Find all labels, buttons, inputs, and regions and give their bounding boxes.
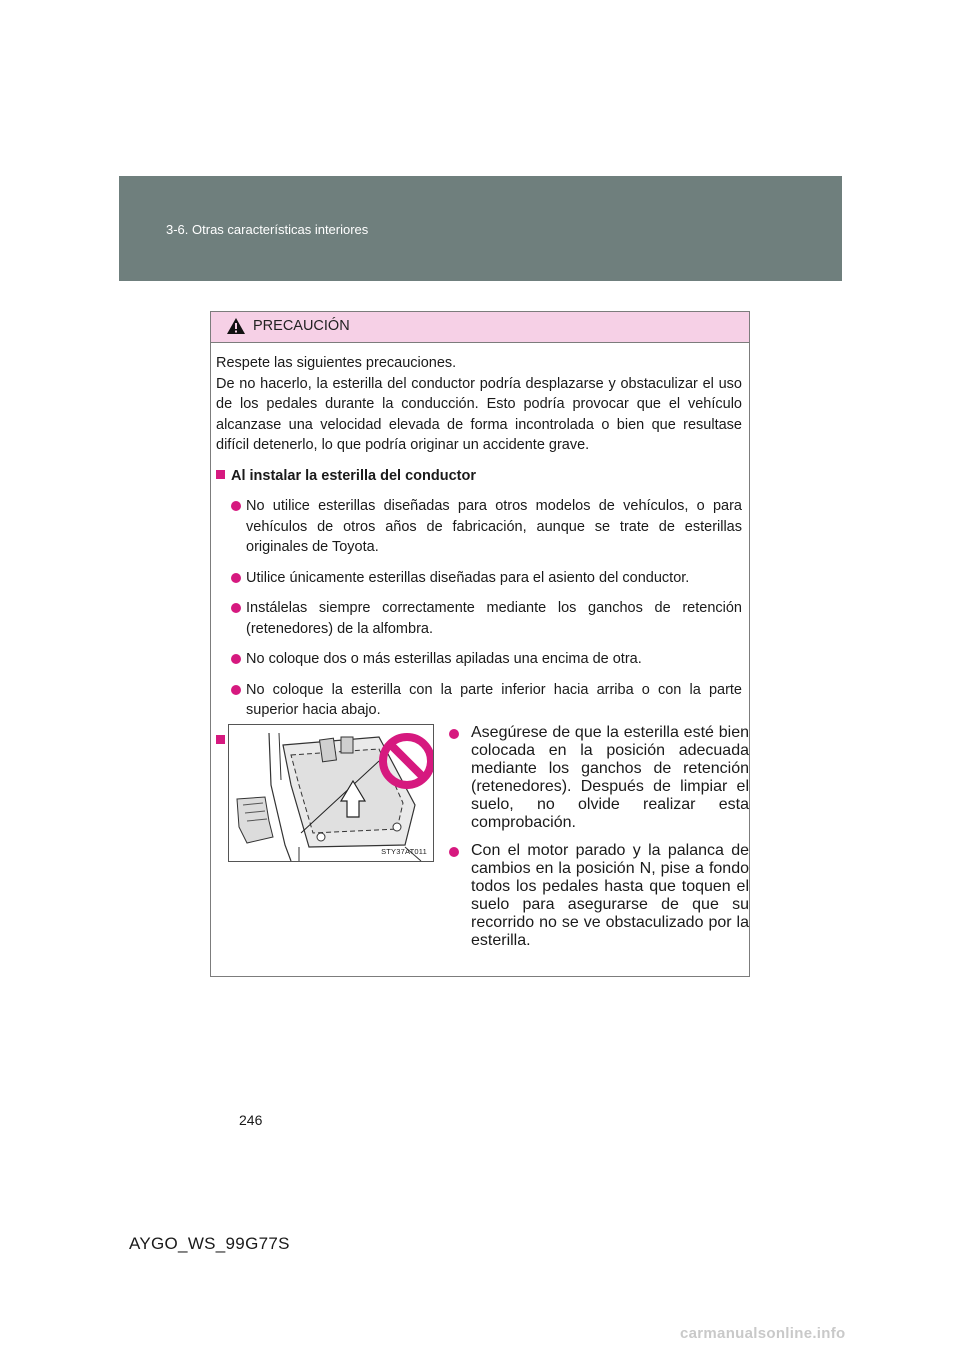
bullet-dot-icon (231, 573, 241, 583)
page-number: 246 (239, 1112, 263, 1128)
warning-icon (227, 318, 245, 334)
section-heading-install (216, 466, 742, 487)
caution-box (210, 311, 750, 977)
floor-mat-drawing (229, 725, 433, 861)
bullet-dot-icon (449, 729, 459, 739)
list-item (216, 598, 742, 639)
heading-text: Al instalar la esterilla del conductor (231, 467, 476, 484)
list-item (216, 496, 742, 558)
list-item (216, 680, 742, 721)
before-driving-list (441, 724, 749, 960)
list-item (216, 568, 742, 589)
list-item-text: Con el motor parado y la palanca de cambios en la posición N, pise a fondo todos los pedales hasta que toquen el suelo para asegurarse de que su recorrido no se ve obstaculizado por la esterilla. (471, 842, 749, 949)
caution-content (216, 353, 742, 751)
bullet-dot-icon (231, 501, 241, 511)
list-item-text: No coloque la esterilla con la parte inferior hacia arriba o con la parte superior hacia abajo. (246, 681, 742, 718)
caution-header (211, 312, 749, 343)
square-bullet-icon (216, 735, 225, 744)
list-item-text: No utilice esterillas diseñadas para otros modelos de vehículos, o para vehículos de otros años de fabricación, aunque se trate de esterillas originales de Toyota. (246, 498, 742, 555)
list-item-text: Asegúrese de que la esterilla esté bien colocada en la posición adecuada mediante los ganchos de retención (retenedores). Después de limpiar el suelo, no olvide realizar esta comprobación. (471, 724, 749, 831)
intro-line-1: Respete las siguientes precauciones. (216, 355, 457, 371)
bullet-dot-icon (449, 847, 459, 857)
list-item-text: No coloque dos o más esterillas apiladas una encima de otra. (246, 651, 642, 667)
caution-label: PRECAUCIÓN (253, 318, 350, 334)
section-title: 3-6. Otras características interiores (166, 222, 369, 237)
list-item (441, 724, 749, 832)
floor-mat-illustration (228, 724, 434, 862)
list-item (216, 649, 742, 670)
square-bullet-icon (216, 470, 225, 479)
watermark: carmanualsonline.info (680, 1325, 846, 1342)
list-item (441, 842, 749, 950)
list-item-text: Instálelas siempre correctamente mediante los ganchos de retención (retenedores) de la alfombra. (246, 600, 742, 637)
intro-paragraph: De no hacerlo, la esterilla del conductor podría desplazarse y obstaculizar el uso de los pedales durante la conducción. Esto podría provocar que el vehículo alcanzase una velocidad elevada de forma incontrolada o bien que resultase difícil detenerlo, lo que podría originar un accidente grave. (216, 375, 742, 453)
bullet-dot-icon (231, 654, 241, 664)
bullet-dot-icon (231, 603, 241, 613)
document-code: AYGO_WS_99G77S (129, 1234, 290, 1253)
bullet-dot-icon (231, 685, 241, 695)
list-item-text: Utilice únicamente esterillas diseñadas para el asiento del conductor. (246, 569, 690, 586)
figure-code: STY37AT011 (381, 847, 427, 856)
